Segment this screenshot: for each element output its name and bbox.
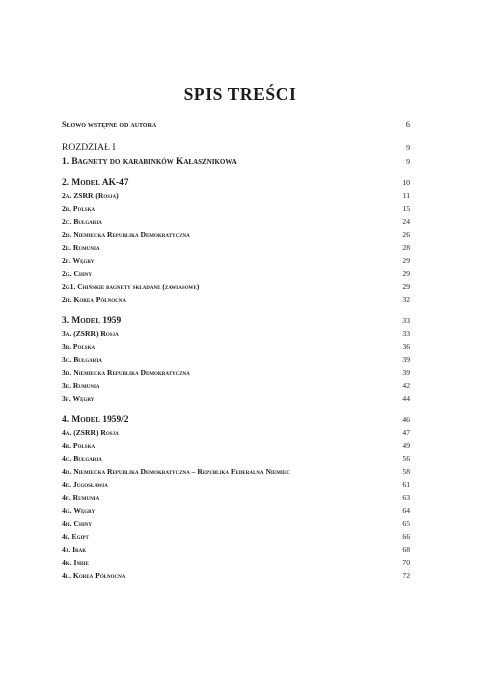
toc-entry-subsection[interactable]: [62, 366, 410, 379]
toc-entry-page: 10: [402, 178, 410, 187]
toc-entry-label: 2g. Chiny: [62, 269, 93, 278]
toc-entry-page: 15: [402, 204, 410, 213]
toc-entry-subsection[interactable]: [62, 228, 410, 241]
toc-entry-page: 56: [402, 454, 410, 463]
toc-entry-page: 29: [402, 282, 410, 291]
toc-entry-label: 4l. Korea Północna: [62, 571, 126, 580]
toc-entry-page: 44: [402, 394, 410, 403]
toc-entry-label: Słowo wstępne od autora: [62, 120, 157, 129]
toc-entry-subsection[interactable]: [62, 478, 410, 491]
toc-entry-label: 4k. Indie: [62, 558, 89, 567]
toc-entry-subsection[interactable]: [62, 543, 410, 556]
toc-entry-label: 2a. ZSRR (Rosja): [62, 191, 119, 200]
toc-entry-label: 3d. Niemiecka Republika Demokratyczna: [62, 368, 190, 377]
table-of-contents: [62, 118, 410, 582]
toc-entry-subsection[interactable]: [62, 530, 410, 543]
toc-entry-page: 28: [402, 243, 410, 252]
toc-entry-page: 64: [402, 506, 410, 515]
toc-entry-subsection[interactable]: [62, 439, 410, 452]
toc-entry-page: 6: [405, 120, 410, 129]
toc-entry-section[interactable]: [62, 314, 410, 327]
toc-entry-subsection[interactable]: [62, 340, 410, 353]
toc-entry-page: 26: [402, 230, 410, 239]
toc-entry-subsection[interactable]: [62, 353, 410, 366]
toc-entry-subsection[interactable]: [62, 569, 410, 582]
toc-entry-label: 4b. Polska: [62, 441, 96, 450]
toc-entry-page: 9: [406, 157, 410, 166]
toc-entry-subsection[interactable]: [62, 504, 410, 517]
toc-entry-subsection[interactable]: [62, 426, 410, 439]
toc-entry-subsection[interactable]: [62, 392, 410, 405]
toc-entry-label: 4f. Rumunia: [62, 493, 100, 502]
toc-entry-label: 4g. Węgry: [62, 506, 96, 515]
toc-entry-label: 4e. Jugosławia: [62, 480, 108, 489]
toc-entry-page: 39: [402, 355, 410, 364]
toc-entry-label: 2e. Rumunia: [62, 243, 100, 252]
toc-entry-label: 4c. Bułgaria: [62, 454, 102, 463]
toc-entry-page: 32: [402, 295, 410, 304]
toc-entry-label: 4a. (ZSRR) Rosja: [62, 428, 119, 437]
toc-entry-chapter[interactable]: [62, 141, 410, 155]
toc-entry-section[interactable]: [62, 155, 410, 168]
toc-entry-page: 29: [402, 269, 410, 278]
toc-entry-label: 4. Model 1959/2: [62, 415, 129, 425]
toc-entry-page: 33: [402, 316, 410, 325]
toc-entry-page: 65: [402, 519, 410, 528]
toc-entry-page: 11: [402, 191, 410, 200]
toc-entry-label: 4h. Chiny: [62, 519, 93, 528]
toc-entry-label: 4d. Niemiecka Republika Demokratyczna – Republika Federalna Niemiec: [62, 467, 290, 476]
toc-entry-label: 3b. Polska: [62, 342, 96, 351]
toc-entry-label: 4j. Irak: [62, 545, 87, 554]
toc-entry-subsection[interactable]: [62, 491, 410, 504]
toc-entry-label: 3a. (ZSRR) Rosja: [62, 329, 119, 338]
toc-entry-subsection[interactable]: [62, 202, 410, 215]
toc-entry-page: 72: [402, 571, 410, 580]
toc-entry-subsection[interactable]: [62, 465, 410, 478]
toc-entry-section[interactable]: [62, 176, 410, 189]
toc-entry-label: 2f. Węgry: [62, 256, 95, 265]
toc-entry-subsection[interactable]: [62, 280, 410, 293]
toc-entry-foreword[interactable]: [62, 118, 410, 131]
toc-entry-subsection[interactable]: [62, 241, 410, 254]
toc-entry-subsection[interactable]: [62, 452, 410, 465]
toc-entry-page: 70: [402, 558, 410, 567]
toc-entry-page: 33: [402, 329, 410, 338]
toc-entry-subsection[interactable]: [62, 267, 410, 280]
toc-entry-page: 63: [402, 493, 410, 502]
toc-entry-page: 39: [402, 368, 410, 377]
toc-entry-page: 66: [402, 532, 410, 541]
toc-entry-page: 46: [402, 415, 410, 424]
toc-entry-label: 2c. Bułgaria: [62, 217, 102, 226]
page-title: SPIS TREŚCI: [183, 84, 297, 104]
toc-entry-page: 42: [402, 381, 410, 390]
toc-entry-page: 58: [402, 467, 410, 476]
toc-entry-page: 29: [402, 256, 410, 265]
toc-entry-subsection[interactable]: [62, 189, 410, 202]
toc-entry-label: ROZDZIAŁ I: [62, 142, 116, 153]
toc-entry-page: 24: [402, 217, 410, 226]
toc-entry-subsection[interactable]: [62, 254, 410, 267]
toc-entry-label: 2b. Polska: [62, 204, 96, 213]
toc-entry-label: 3f. Węgry: [62, 394, 95, 403]
toc-entry-subsection[interactable]: [62, 379, 410, 392]
toc-entry-label: 3c. Bułgaria: [62, 355, 102, 364]
toc-entry-page: 36: [402, 342, 410, 351]
toc-entry-section[interactable]: [62, 413, 410, 426]
toc-entry-subsection[interactable]: [62, 556, 410, 569]
toc-entry-label: 2d. Niemiecka Republika Demokratyczna: [62, 230, 190, 239]
toc-entry-label: 3e. Rumunia: [62, 381, 100, 390]
toc-entry-page: 49: [402, 441, 410, 450]
toc-entry-label: 2h. Korea Północna: [62, 295, 126, 304]
toc-entry-subsection[interactable]: [62, 215, 410, 228]
toc-entry-label: 1. Bagnety do karabinków Kałasznikowa: [62, 157, 237, 167]
toc-entry-page: 68: [402, 545, 410, 554]
toc-entry-page: 47: [402, 428, 410, 437]
toc-entry-label: 4i. Egipt: [62, 532, 89, 541]
toc-entry-label: 2. Model AK-47: [62, 178, 129, 188]
toc-entry-subsection[interactable]: [62, 293, 410, 306]
toc-entry-page: 61: [402, 480, 410, 489]
toc-entry-label: 2g1. Chińskie bagnety składane (zawiasowe): [62, 282, 200, 291]
toc-entry-subsection[interactable]: [62, 517, 410, 530]
toc-entry-page: 9: [406, 143, 410, 152]
toc-entry-subsection[interactable]: [62, 327, 410, 340]
toc-entry-label: 3. Model 1959: [62, 316, 122, 326]
